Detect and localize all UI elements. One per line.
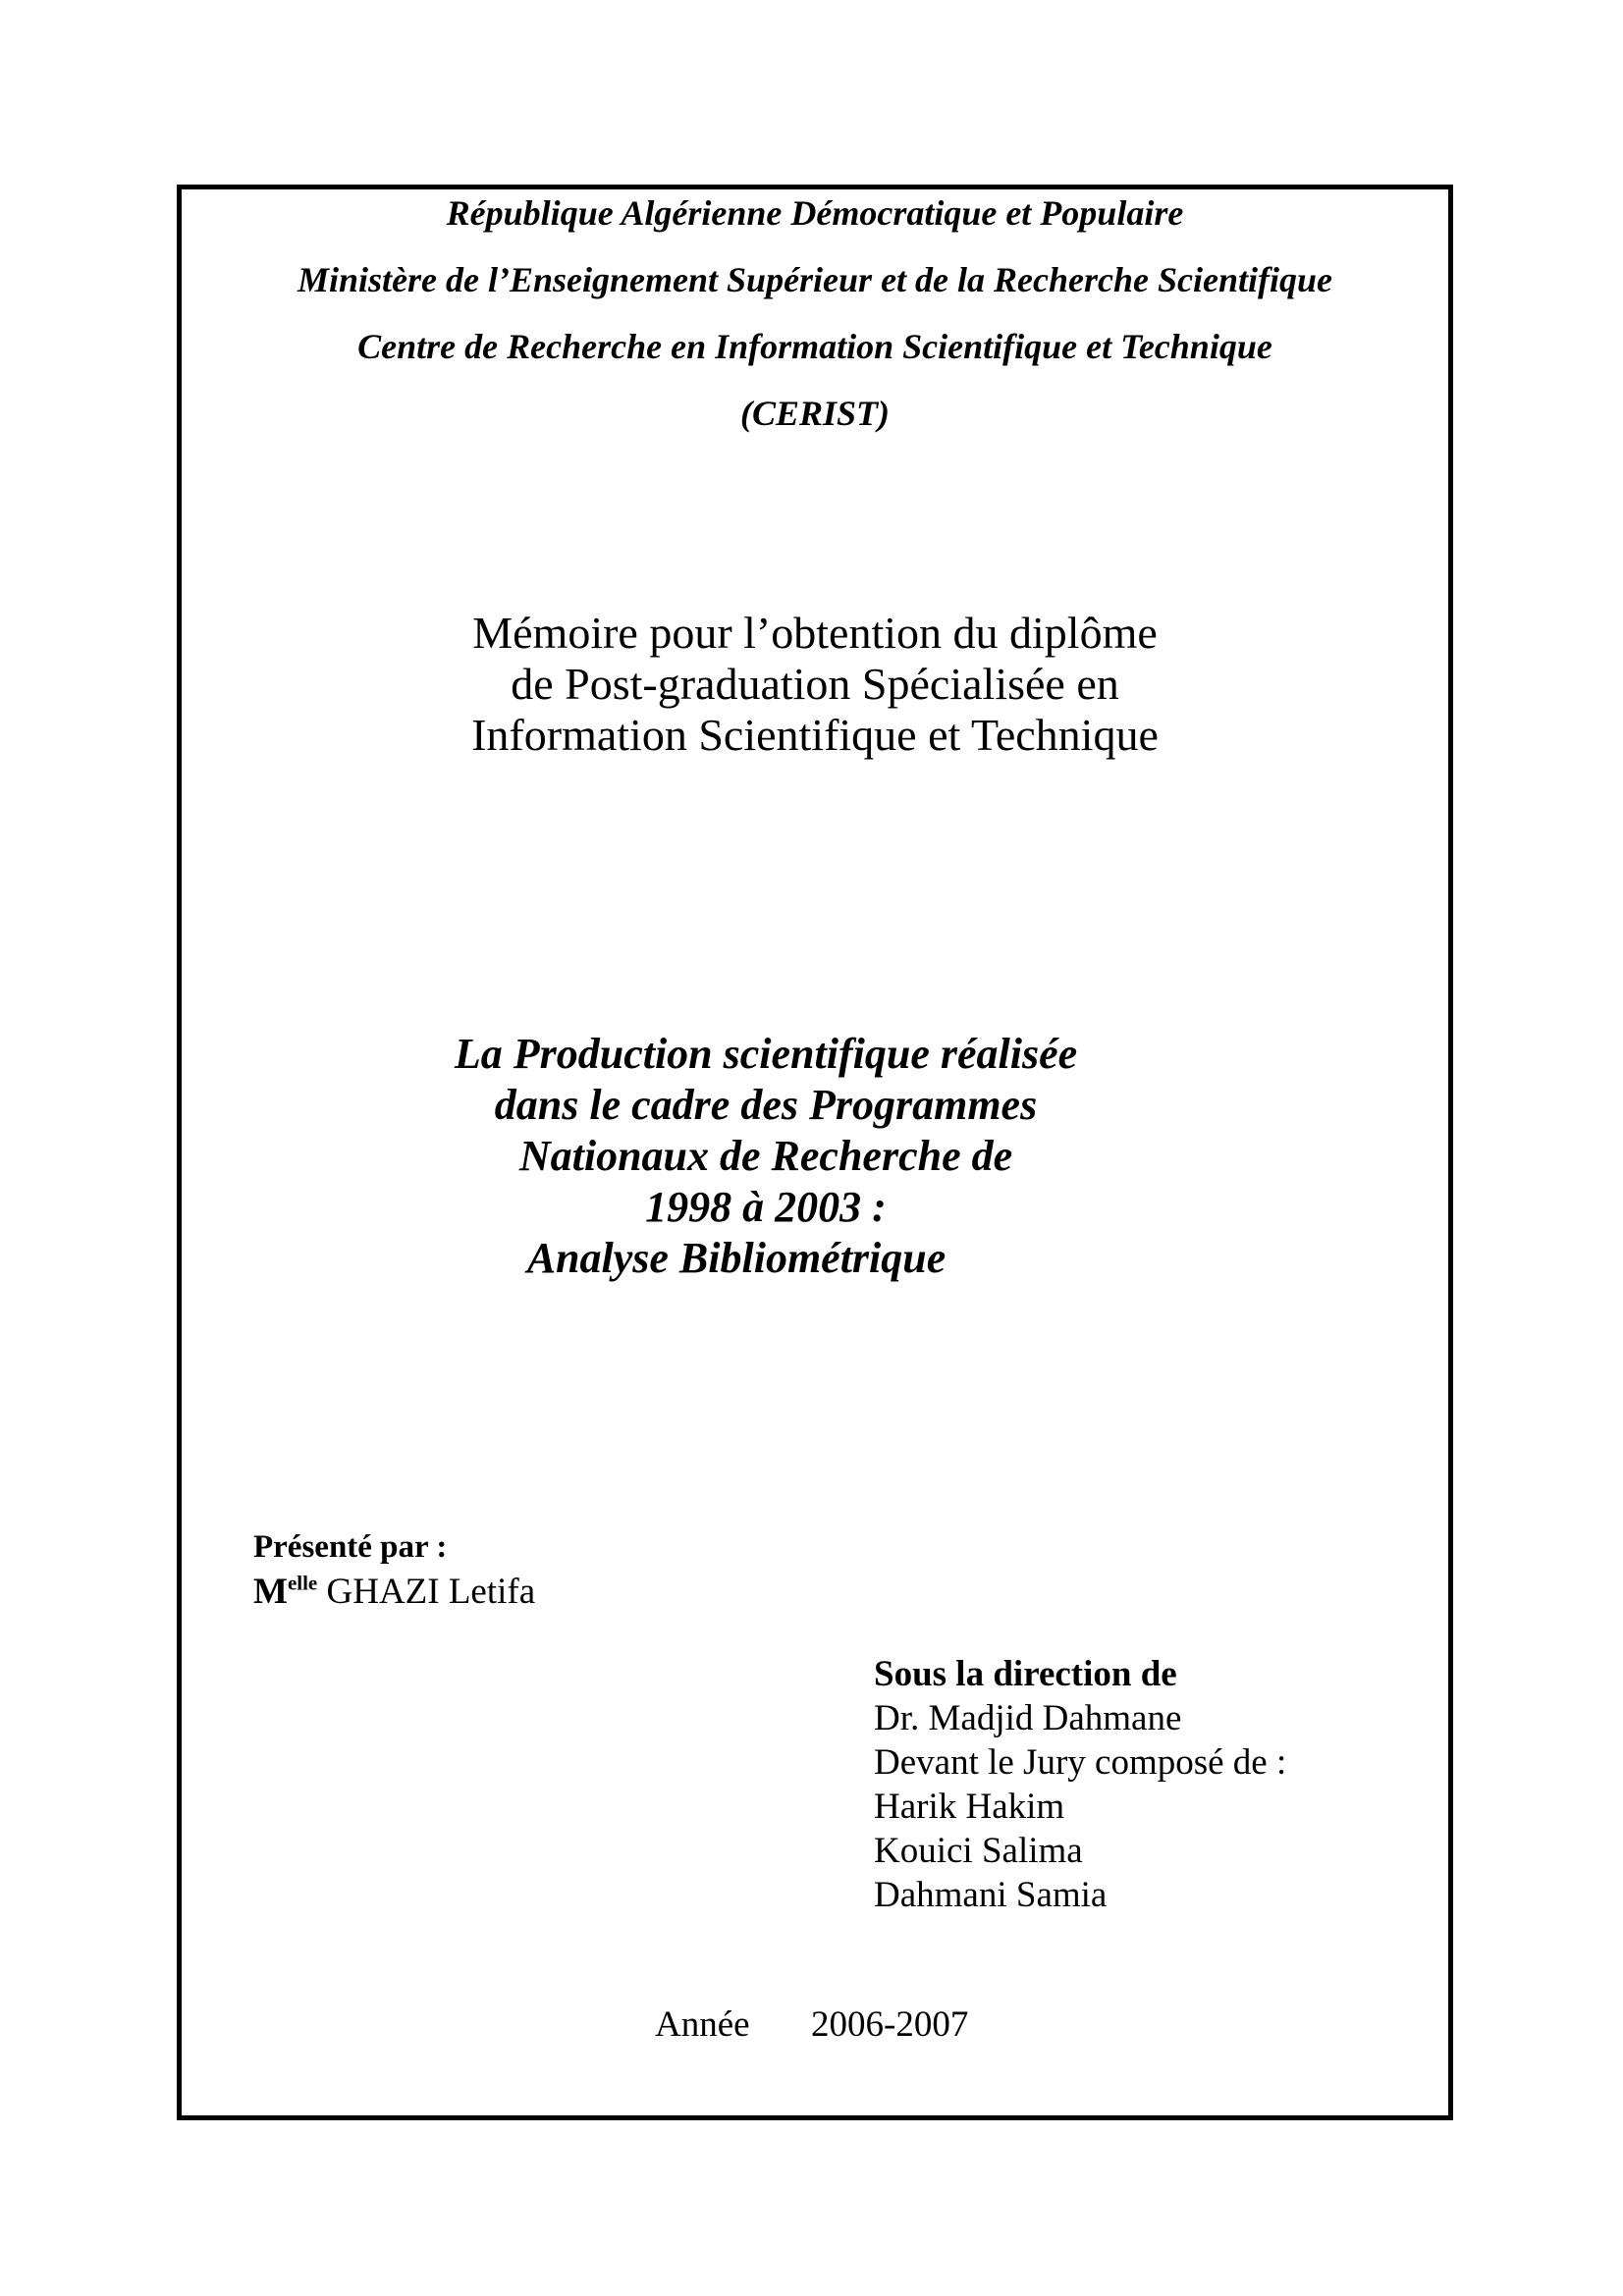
ministry-line: Ministère de l’Enseignement Supérieur et de la Recherche Scientifique	[298, 260, 1332, 299]
memoire-line-3: Information Scientifique et Technique	[471, 710, 1159, 760]
jury-member: Dahmani Samia	[874, 1875, 1108, 1915]
title-line-1: La Production scientifique réalisée	[454, 1030, 1078, 1078]
title-line-4: 1998 à 2003 :	[645, 1183, 887, 1231]
presenter-prefix-sup: elle	[287, 1571, 318, 1595]
title-line-5: Analyse Bibliométrique	[526, 1234, 947, 1282]
title-line-2: dans le cadre des Programmes	[494, 1081, 1038, 1129]
cerist-acronym: (CERIST)	[739, 394, 891, 433]
presenter-prefix: M	[253, 1572, 288, 1612]
presenter-label: Présenté par :	[253, 1529, 448, 1565]
year-value: 2006-2007	[811, 2004, 969, 2045]
center-line: Centre de Recherche en Information Scientifique et Technique	[357, 327, 1272, 366]
direction-label: Sous la direction de	[874, 1654, 1177, 1694]
presenter-name	[253, 1571, 535, 1613]
republic-line: République Algérienne Démocratique et Populaire	[446, 193, 1184, 233]
director-name: Dr. Madjid Dahmane	[874, 1698, 1182, 1738]
presenter-surname: GHAZI Letifa	[317, 1572, 536, 1612]
jury-member: Harik Hakim	[874, 1787, 1065, 1827]
memoire-line-2: de Post-graduation Spécialisée en	[511, 659, 1119, 709]
title-line-3: Nationaux de Recherche de	[518, 1132, 1013, 1180]
jury-label: Devant le Jury composé de :	[874, 1742, 1287, 1783]
memoire-line-1: Mémoire pour l’obtention du diplôme	[472, 608, 1158, 658]
jury-member: Kouici Salima	[874, 1831, 1083, 1871]
year-label: Année	[655, 2004, 750, 2045]
